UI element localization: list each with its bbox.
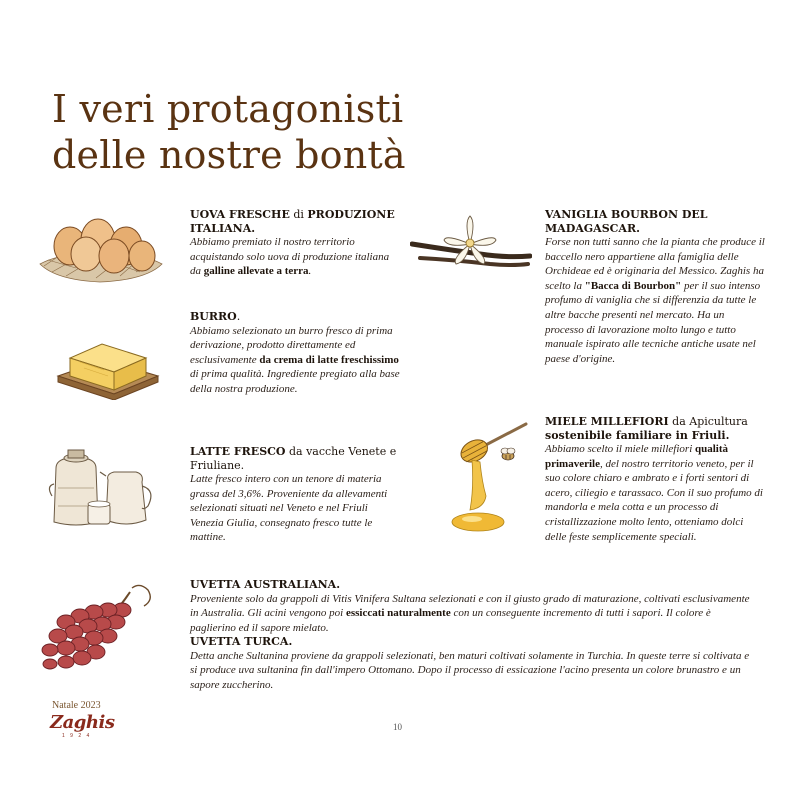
- miele-body: [545, 442, 765, 544]
- latte-heading: [190, 445, 402, 472]
- burro-body-part-1: Abbiamo selezionato un burro fresco di prima derivazione, prodotto direttamente ed esclusivamente: [190, 324, 393, 366]
- uova-heading-part-3: PRODUZIONE ITALIANA.: [190, 208, 395, 235]
- miele-heading-part-1: MIELE MILLEFIORI: [545, 415, 669, 428]
- eggs-illustration: [36, 206, 166, 286]
- uova-block: [190, 208, 402, 279]
- vaniglia-block: [545, 208, 765, 366]
- honey-dipper-illustration: [446, 418, 536, 536]
- uvetta-australiana-heading: UVETTA AUSTRALIANA.: [190, 578, 341, 591]
- vaniglia-body-part-1: Forse non tutti sanno che la pianta che produce il baccello nero appartiene alla famiglia delle Orchideae ed è originaria del Messico. Zaghis ha scelto la: [545, 236, 765, 292]
- vaniglia-body-bold: "Bacca di Bourbon": [584, 279, 682, 292]
- vanilla-flower-illustration: [410, 214, 532, 280]
- latte-block: [190, 445, 402, 545]
- footer-edition-label: Natale 2023: [52, 700, 101, 711]
- uvetta-australiana-body-part-2: con un conseguente incremento di tutti i sapori. Il colore è paglierino ed il sapore mielato.: [190, 607, 711, 634]
- burro-heading-text: BURRO: [190, 310, 237, 323]
- milk-jugs-illustration: [48, 446, 160, 530]
- latte-body: Latte fresco intero con un tenore di materia grassa del 3,6%. Proveniente da allevamenti selezionati situati nel Veneto e nel Friuli Venezia Giulia, consegnato fresco tutte le mattine.: [190, 473, 388, 544]
- vaniglia-body-part-2: per il suo intenso profumo di vaniglia che si differenzia da tutte le altre bacche presenti nel mercato. Ha un processo di lavorazione molto lungo e tutto manuale ispirato alle tecniche antiche usate nel paese d'origine.: [545, 279, 761, 365]
- uvetta-turca-heading: UVETTA TURCA.: [190, 635, 293, 649]
- burro-block: [190, 310, 402, 396]
- miele-heading: [545, 415, 765, 442]
- burro-body: [190, 324, 402, 397]
- vaniglia-body: [545, 235, 765, 366]
- zaghis-logo-year: 1 9 2 4: [62, 733, 92, 739]
- miele-heading-part-2: da Apicultura: [668, 415, 748, 428]
- latte-heading-part-1: LATTE FRESCO: [190, 445, 286, 458]
- vaniglia-heading: VANIGLIA BOURBON DEL MADAGASCAR.: [545, 208, 708, 235]
- uova-body-part-1: Abbiamo premiato il nostro territorio acquistando solo uova di produzione italiana da: [190, 236, 390, 278]
- miele-body-part-2: , del nostro territorio veneto, per il suo colore chiaro e ambrato e i forti sentori di acero, ciliegio e tarassaco. Con il suo profumo di mandorla e mela cotta e un processo di cristallizzazione molto lento, otteniamo dolci delle feste semplicemente speciali.: [545, 457, 763, 543]
- uova-body-bold: galline allevate a terra: [203, 265, 309, 278]
- uvetta-block: [190, 578, 756, 693]
- page-title: [52, 86, 406, 178]
- uova-body: [190, 235, 402, 279]
- burro-heading: [190, 310, 402, 324]
- page-number: 10: [393, 722, 402, 732]
- uvetta-australiana-body-part-1: Proveniente solo da grappoli di Vitis Vinifera Sultana selezionati e con il giusto grado di maturazione, coltivati esclusivamente in Australia. Gli acini vengono poi: [190, 592, 750, 620]
- burro-body-bold: da crema di latte freschissimo: [259, 353, 399, 366]
- butter-illustration: [54, 328, 162, 400]
- miele-heading-part-3: sostenibile familiare in Friuli.: [545, 428, 730, 442]
- latte-heading-part-2: da vacche Venete e Friuliane.: [190, 445, 397, 472]
- uova-heading-part-1: UOVA FRESCHE: [190, 208, 290, 221]
- title-line-1: I veri protagonisti: [52, 87, 404, 131]
- miele-block: [545, 415, 765, 544]
- miele-body-part-1: Abbiamo scelto il miele millefiori: [545, 443, 696, 455]
- raisins-grape-illustration: [36, 580, 162, 680]
- uvetta-australiana-body-bold: essiccati naturalmente: [345, 607, 451, 620]
- uova-body-part-2: .: [308, 265, 312, 278]
- zaghis-logo: Zaghis: [50, 712, 115, 733]
- uova-heading-part-2: di: [289, 208, 308, 221]
- uova-heading: [190, 208, 402, 235]
- burro-body-part-2: di prima qualità. Ingrediente pregiato alla base della nostra produzione.: [190, 368, 400, 395]
- uvetta-australiana-body: [190, 592, 756, 636]
- uvetta-turca-body: Detta anche Sultanina proviene da grappoli selezionati, ben maturi coltivati solamente in Turchia. In queste terre si coltivata e si produce uva sultanina fin dall'impero Ottomano. Dopo il processo di essicazione l'acino presenta un colore brunastro e un sapore zuccherino.: [190, 649, 750, 691]
- burro-heading-dot: .: [236, 310, 241, 323]
- title-line-2: delle nostre bontà: [52, 133, 406, 177]
- miele-body-bold: qualità primaverile: [545, 443, 729, 470]
